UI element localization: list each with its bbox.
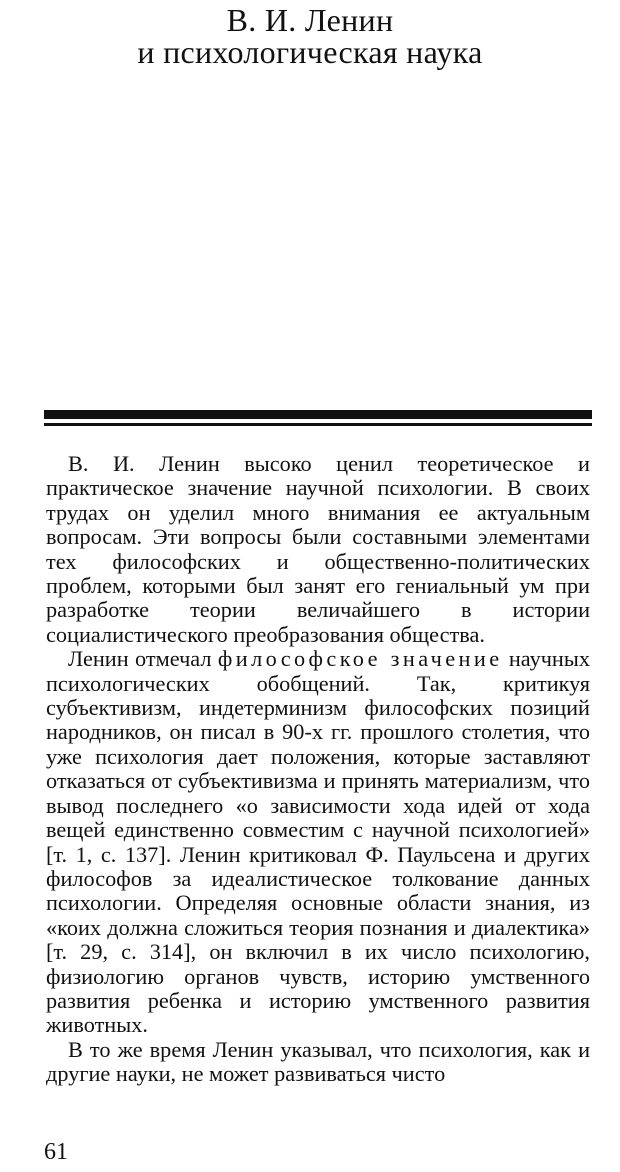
paragraph-2	[46, 647, 590, 1038]
paragraph-3: В то же время Ленин указывал, что психология, как и другие науки, не может развиваться чисто	[46, 1036, 590, 1087]
chapter-title	[0, 4, 620, 68]
paragraph-2-rest: научных психологических обобщений. Так, критикуя субъективизм, индетерминизм философских позиций народников, он писал в 90-х гг. прошлого столетия, что уже психология дает положения, которые заставляют отказаться от субъективизма и принять материализм, что вывод последнего «о зависимости хода идей от хода вещей единственно совместим с научной психологией» [т. 1, с. 137]. Ленин критиковал Ф. Паульсена и других философов за идеалистическое толкование данных психологии. Определяя основные области знания, из «коих должна сложиться теория познания и диалектика» [т. 29, с. 314], он включил в их число психологию, физиологию органов чувств, историю умственного развития ребенка и историю умственного развития животных.	[46, 646, 590, 1038]
paragraph-2-emphasis: философское значение	[217, 646, 503, 672]
chapter-title-line-1: В. И. Ленин	[226, 2, 394, 38]
body-text	[46, 452, 590, 1087]
title-divider-thick	[44, 410, 592, 419]
page-number: 61	[44, 1139, 68, 1165]
chapter-title-line-2: и психологическая наука	[137, 34, 483, 70]
paragraph-2-lead: Ленин отмечал	[68, 646, 218, 672]
title-divider-thin	[44, 423, 592, 426]
paragraph-1: В. И. Ленин высоко ценил теоретическое и практическое значение научной психологии. В своих трудах он уделил много внимания ее актуальным вопросам. Эти вопросы были составными элементами тех философских и общественно-политических проблем, которыми был занят его гениальный ум при разработке теории величайшего в истории социалистического преобразования общества.	[46, 451, 590, 647]
